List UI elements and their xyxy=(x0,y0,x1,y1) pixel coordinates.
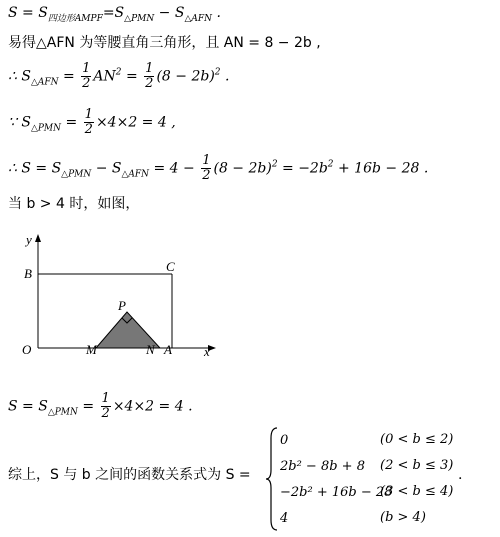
text: ∴ S xyxy=(8,68,31,85)
numerator: 1 xyxy=(145,61,154,76)
line-case-b-gt-4: 当 b > 4 时，如图， xyxy=(8,196,140,212)
piece-cond-4: (b > 4) xyxy=(380,510,426,525)
text: (8 − 2b) xyxy=(213,160,272,177)
text: =S xyxy=(102,5,125,21)
text: = xyxy=(77,398,99,415)
superscript: 2 xyxy=(327,159,334,170)
fraction xyxy=(84,108,94,137)
text: . xyxy=(212,5,221,21)
text: S = S xyxy=(8,5,48,21)
superscript: 2 xyxy=(214,67,221,78)
piece-expr-2: 2b² − 8b + 8 xyxy=(280,459,365,474)
summary-end: . xyxy=(458,467,463,483)
fraction xyxy=(201,154,211,183)
text: − S xyxy=(91,160,122,177)
numerator: 1 xyxy=(202,153,211,168)
subscript: △AFN xyxy=(121,169,150,180)
denominator: 2 xyxy=(101,406,110,421)
text: = −2b xyxy=(277,160,328,177)
label-a: A xyxy=(164,342,172,357)
piece-cond-1: (0 < b ≤ 2) xyxy=(380,432,454,447)
text: ×4×2 = 4 . xyxy=(112,398,193,415)
text: ×4×2 = 4 , xyxy=(95,114,176,131)
denominator: 2 xyxy=(202,168,211,183)
line-area-case4 xyxy=(8,392,193,422)
label-o: O xyxy=(22,342,32,357)
text: AN xyxy=(93,68,116,85)
text: = 4 − xyxy=(149,160,200,177)
text: = xyxy=(121,68,143,85)
line-area-definition xyxy=(8,4,221,28)
brace-icon xyxy=(266,426,278,532)
piece-cond-3: (3 < b ≤ 4) xyxy=(380,484,454,499)
denominator: 2 xyxy=(82,76,91,91)
piecewise-summary xyxy=(0,426,500,534)
text: . xyxy=(220,68,230,85)
fraction xyxy=(101,392,111,421)
label-m: M xyxy=(86,342,97,357)
label-y: y xyxy=(26,232,32,247)
label-x: x xyxy=(204,344,210,359)
label-b: B xyxy=(24,266,32,281)
text: ∴ S = S xyxy=(8,160,62,177)
superscript: 2 xyxy=(271,159,278,170)
subscript: 四边形AMPF xyxy=(47,14,103,24)
line-area-pmn xyxy=(8,108,176,138)
subscript: △AFN xyxy=(30,77,59,88)
label-p: P xyxy=(118,298,126,313)
subscript: △AFN xyxy=(184,14,213,24)
superscript: 2 xyxy=(115,67,122,78)
piece-expr-1: 0 xyxy=(280,433,289,448)
fraction xyxy=(81,62,91,91)
numerator: 1 xyxy=(82,61,91,76)
subscript: △PMN xyxy=(30,123,62,134)
piece-expr-3: −2b² + 16b − 28 xyxy=(280,485,393,500)
text: − S xyxy=(154,5,185,21)
text: = xyxy=(58,68,80,85)
text: = xyxy=(61,114,82,131)
summary-lead: 综上，S 与 b 之间的函数关系式为 S = xyxy=(8,467,251,483)
subscript: △PMN xyxy=(124,14,155,24)
denominator: 2 xyxy=(84,122,93,137)
piece-cond-2: (2 < b ≤ 3) xyxy=(380,458,454,473)
numerator: 1 xyxy=(101,391,110,406)
subscript: △PMN xyxy=(47,407,78,418)
line-isosceles-statement: 易得△AFN 为等腰直角三角形，且 AN = 8 − 2b , xyxy=(8,35,321,51)
numerator: 1 xyxy=(84,107,93,122)
label-n: N xyxy=(146,342,155,357)
line-area-result xyxy=(8,154,428,184)
y-axis-arrow xyxy=(35,234,41,242)
line-area-afn xyxy=(8,62,229,92)
label-c: C xyxy=(166,259,175,274)
geometry-diagram xyxy=(14,228,224,368)
subscript: △PMN xyxy=(61,169,92,180)
text: S = S xyxy=(8,398,48,415)
text: ∵ S xyxy=(8,114,31,131)
text: (8 − 2b) xyxy=(156,68,215,85)
piece-expr-4: 4 xyxy=(280,511,289,526)
fraction xyxy=(144,62,154,91)
text: + 16b − 28 . xyxy=(333,160,429,177)
denominator: 2 xyxy=(145,76,154,91)
